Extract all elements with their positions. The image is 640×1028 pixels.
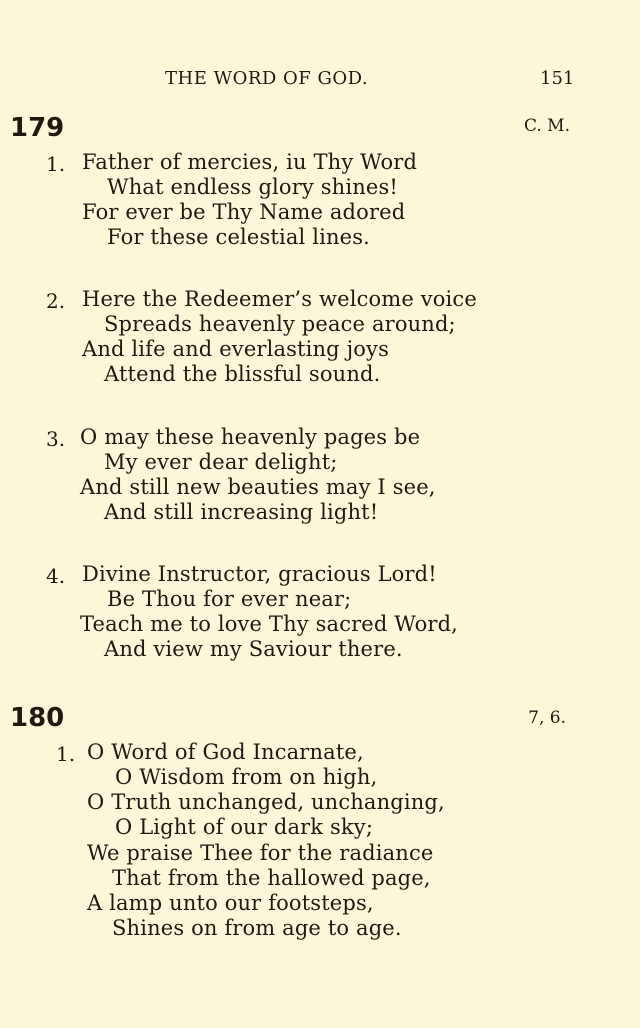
verse-line: That from the hallowed page, [112,866,431,890]
verse-number: 2. [46,289,66,313]
running-title: THE WORD OF GOD. [165,68,369,89]
verse-line: We praise Thee for the radiance [87,841,434,865]
hymn-meter: 7, 6. [528,708,566,728]
verse-line: O Wisdom from on high, [115,765,378,789]
verse-line: And still new beauties may I see, [80,475,436,499]
verse-line: Teach me to love Thy sacred Word, [80,612,459,636]
verse-line: O Word of God Incarnate, [87,740,364,764]
verse-line: O may these heavenly pages be [80,425,421,449]
page-number: 151 [540,68,575,89]
hymn-number: 179 [10,113,65,143]
hymn-number: 180 [10,703,65,733]
verse-number: 1. [46,152,66,176]
verse-line: Attend the blissful sound. [104,362,381,386]
verse-line: And view my Saviour there. [104,637,403,661]
verse-line: My ever dear delight; [104,450,338,474]
verse-line: What endless glory shines! [107,175,398,199]
verse-line: And life and everlasting joys [82,337,389,361]
verse-line: Spreads heavenly peace around; [104,312,456,336]
verse-line: For these celestial lines. [107,225,370,249]
verse-line: Father of mercies, iu Thy Word [82,150,418,174]
verse-line: Divine Instructor, gracious Lord! [82,562,437,586]
verse-number: 3. [46,427,66,451]
hymn-meter: C. M. [523,116,570,136]
verse-line: Here the Redeemer’s welcome voice [82,287,477,311]
verse-line: O Truth unchanged, unchanging, [87,790,445,814]
verse-number: 4. [46,564,66,588]
verse-number: 1. [56,742,76,766]
verse-line: And still increasing light! [104,500,379,524]
verse-line: O Light of our dark sky; [115,815,374,839]
verse-line: Shines on from age to age. [112,916,402,940]
verse-line: Be Thou for ever near; [107,587,352,611]
verse-line: For ever be Thy Name adored [82,200,406,224]
verse-line: A lamp unto our footsteps, [87,891,374,915]
